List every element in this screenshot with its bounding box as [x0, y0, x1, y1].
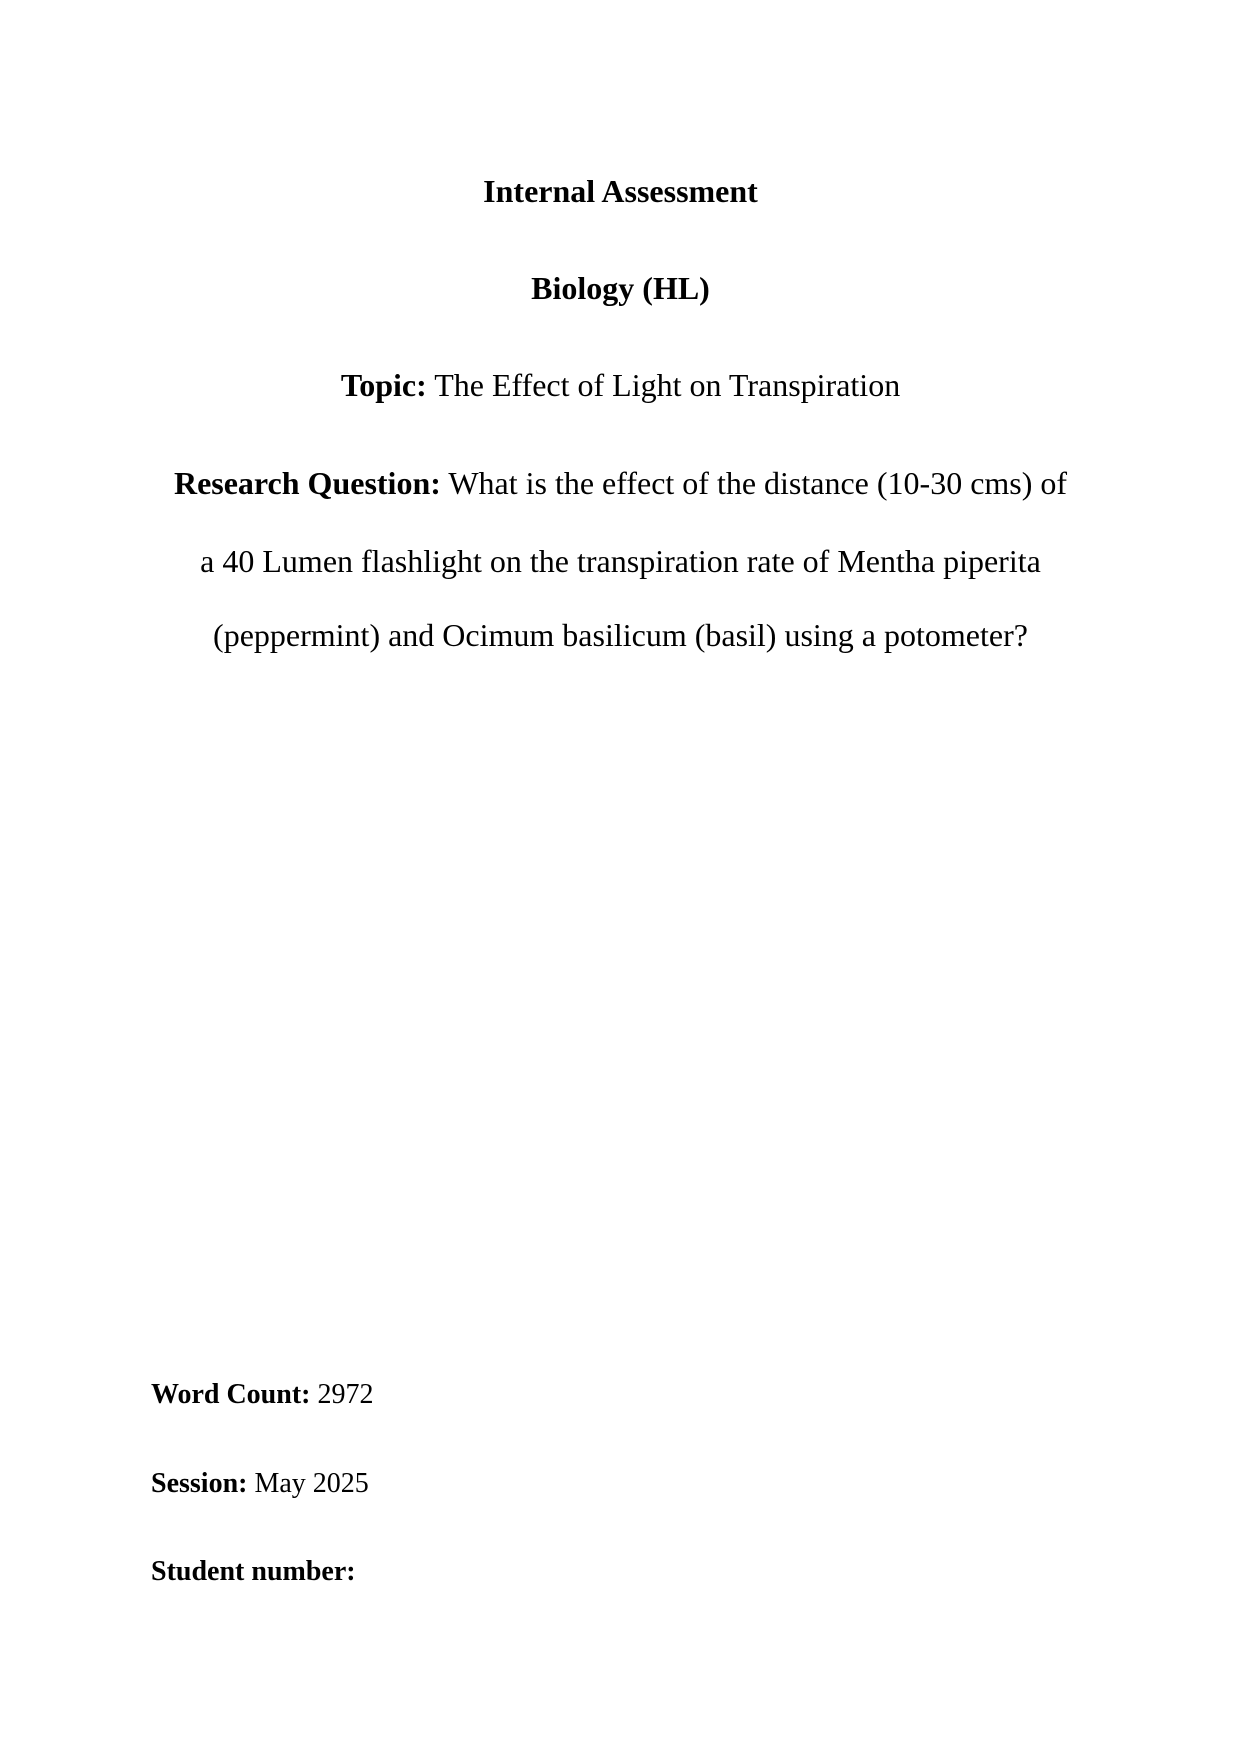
- research-question-line-3: [0, 615, 1241, 655]
- topic-label: Topic:: [340, 367, 427, 403]
- session-label: Session:: [151, 1468, 248, 1499]
- session: [151, 1467, 369, 1501]
- word-count: [151, 1378, 373, 1412]
- research-question-text-1: What is the effect of the distance (10-30 cms) of: [448, 465, 1068, 501]
- research-question-line-2: [0, 541, 1241, 581]
- research-question-text-3: (peppermint) and Ocimum basilicum (basil) using a potometer?: [213, 617, 1028, 653]
- research-question-line-1: [0, 463, 1241, 503]
- subject-heading: [0, 268, 1241, 308]
- session-value: May 2025: [254, 1468, 369, 1499]
- subject-text: Biology (HL): [531, 270, 710, 306]
- research-question-label: Research Question:: [173, 465, 441, 501]
- research-question-text-2: a 40 Lumen flashlight on the transpiration rate of Mentha piperita: [200, 543, 1041, 579]
- topic-value: The Effect of Light on Transpiration: [434, 367, 901, 403]
- word-count-value: 2972: [317, 1379, 374, 1410]
- title-text: Internal Assessment: [483, 173, 758, 209]
- word-count-label: Word Count:: [151, 1379, 311, 1410]
- student-number-label: Student number:: [151, 1556, 356, 1587]
- topic-line: [0, 365, 1241, 405]
- student-number: [151, 1555, 356, 1589]
- document-title: [0, 171, 1241, 211]
